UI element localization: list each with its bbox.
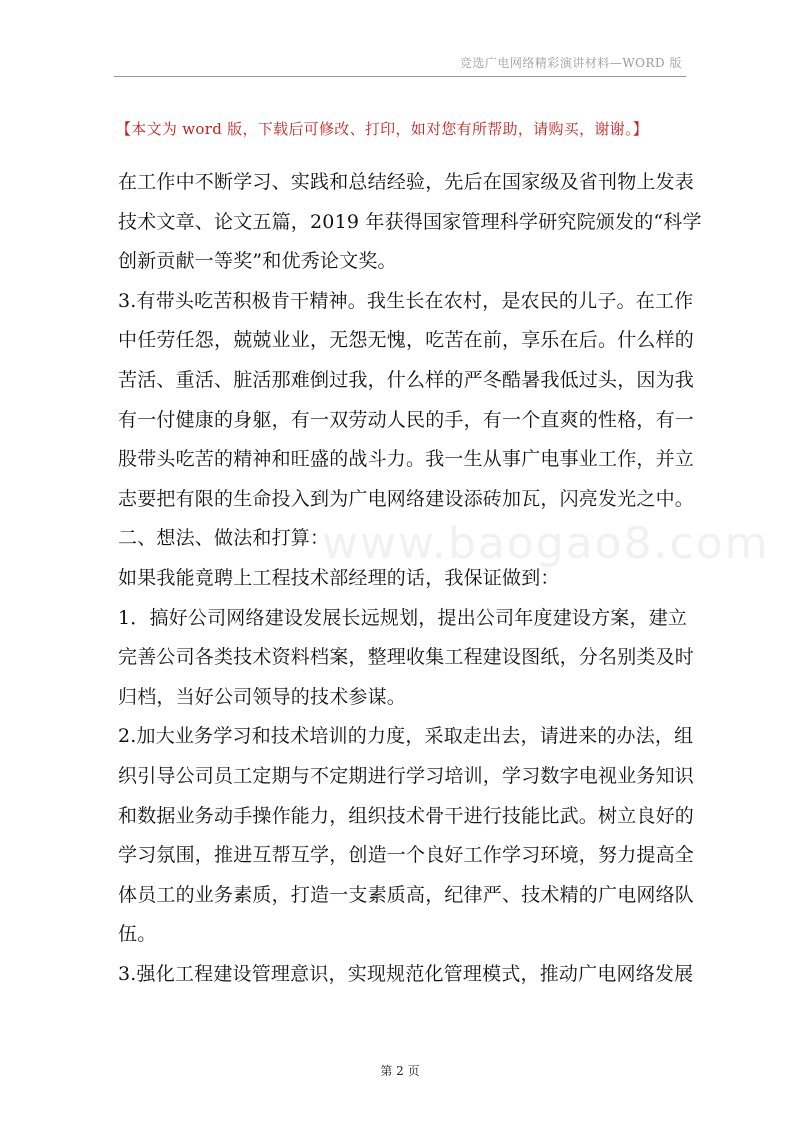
- text-line: 苦活、重活、脏活那难倒过我，什么样的严冬酷暑我低过头，因为我: [118, 368, 695, 391]
- text-line: 3.有带头吃苦积极肯干精神。我生长在农村，是农民的儿子。在工作: [118, 289, 694, 312]
- download-notice: 【本文为 word 版，下载后可修改、打印，如对您有所帮助，请购买，谢谢。】: [116, 120, 649, 138]
- text-line: 完善公司各类技术资料档案，整理收集工程建设图纸，分名别类及时: [118, 646, 695, 669]
- page-number: 第 2 页: [380, 1064, 420, 1078]
- text-line: 学习氛围，推进互帮互学，创造一个良好工作学习环境，努力提高全: [118, 844, 695, 867]
- text-line: 中任劳任怨，兢兢业业，无怨无愧，吃苦在前，享乐在后。什么样的: [118, 329, 695, 352]
- text-line: 体员工的业务素质，打造一支素质高，纪律严、技术精的广电网络队: [118, 883, 695, 906]
- text-line: 技术文章、论文五篇，2019 年获得国家管理科学研究院颁发的“科学: [118, 210, 702, 233]
- watermark: www.baogao8.com: [322, 518, 770, 569]
- text-line: 归档，当好公司领导的技术参谋。: [118, 685, 407, 708]
- text-line: 在工作中不断学习、实践和总结经验，先后在国家级及省刊物上发表: [118, 171, 695, 193]
- paragraph: [118, 599, 695, 718]
- text-line: 3.强化工程建设管理意识，实现规范化管理模式，推动广电网络发展: [118, 962, 694, 985]
- paragraph: [118, 717, 695, 955]
- document-body: [118, 163, 702, 994]
- paragraph: [118, 163, 702, 282]
- paragraph: [118, 282, 695, 520]
- text-line: 织引导公司员工定期与不定期进行学习培训，学习数字电视业务知识: [118, 764, 695, 787]
- text-line: 有一付健康的身躯，有一双劳动人民的手，有一个直爽的性格，有一: [118, 408, 695, 431]
- header-divider: [114, 76, 686, 77]
- text-line: 2.加大业务学习和技术培训的力度，采取走出去，请进来的办法，组: [118, 725, 694, 748]
- text-line: 伍。: [118, 923, 157, 946]
- section-heading: [118, 519, 684, 559]
- text-line: 股带头吃苦的精神和旺盛的战斗力。我一生从事广电事业工作，并立: [118, 448, 695, 471]
- text-line: 如果我能竟聘上工程技术部经理的话，我保证做到：: [118, 566, 560, 589]
- paragraph: [118, 955, 694, 995]
- text-line: 和数据业务动手操作能力，组织技术骨干进行技能比武。树立良好的: [118, 804, 695, 827]
- text-line: 创新贡献一等奖”和优秀论文奖。: [118, 250, 397, 273]
- text-line: 二、想法、做法和打算：: [118, 527, 330, 550]
- running-header: 竞选广电网络精彩演讲材料—WORD 版: [459, 56, 682, 70]
- text-line: 志要把有限的生命投入到为广电网络建设添砖加瓦，闪亮发光之中。: [118, 487, 695, 510]
- text-line: 1．搞好公司网络建设发展长远规划，提出公司年度建设方案，建立: [118, 606, 688, 629]
- paragraph: [118, 559, 684, 599]
